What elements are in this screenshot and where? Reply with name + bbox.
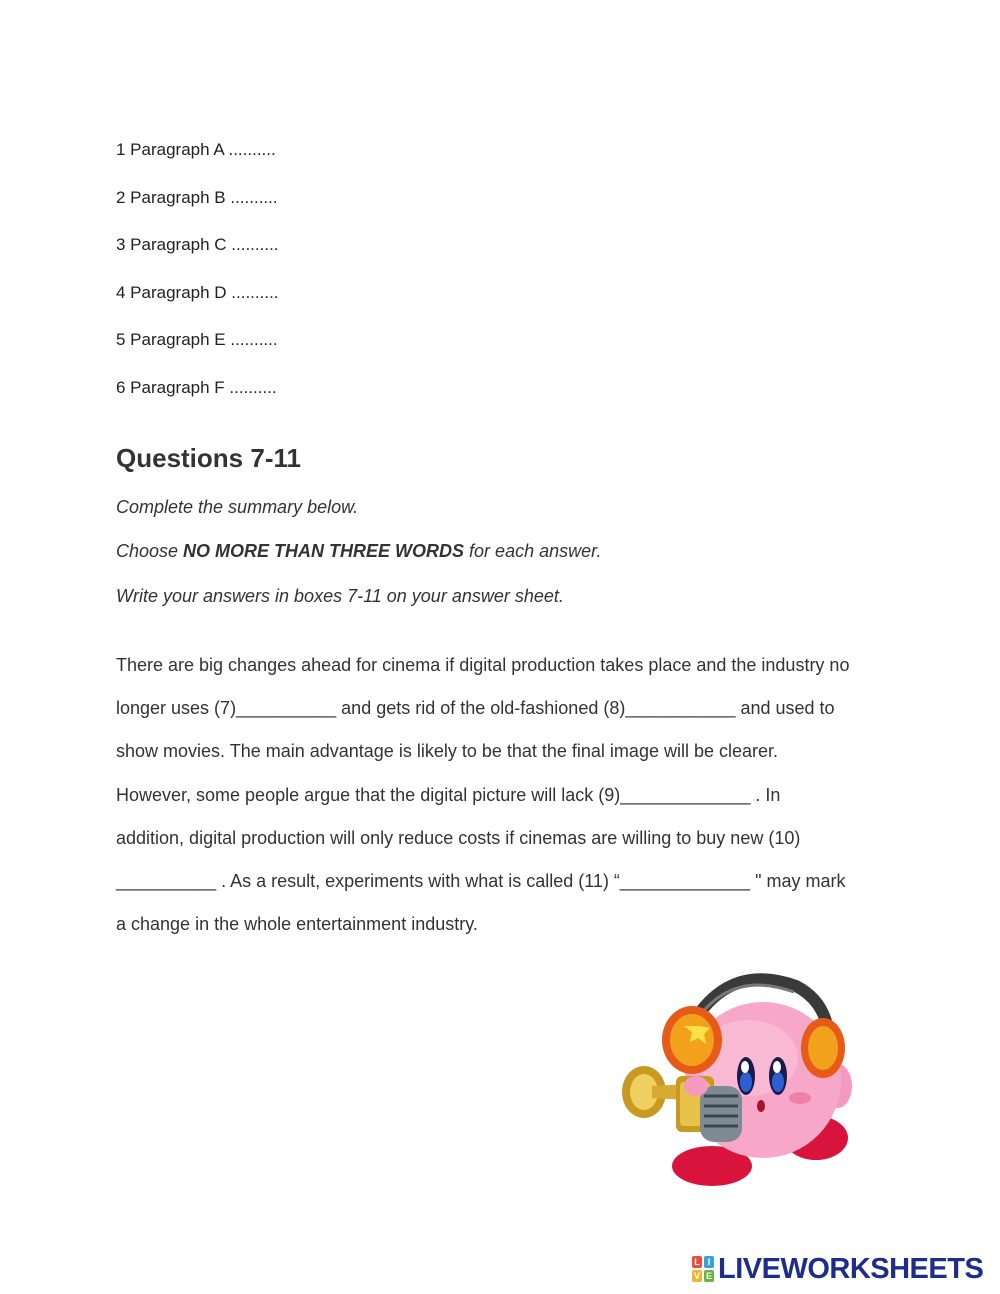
instruction-word-limit bbox=[116, 541, 601, 562]
paragraph-item: 4 Paragraph D .......... bbox=[116, 282, 279, 302]
questions-heading: Questions 7-11 bbox=[116, 443, 301, 473]
summary-line: There are big changes ahead for cinema if digital production takes place and the industry no bbox=[116, 655, 850, 675]
liveworksheets-logo-icon bbox=[692, 1256, 714, 1282]
kirby-microphone-illustration bbox=[618, 968, 858, 1190]
summary-text bbox=[116, 644, 896, 946]
paragraph-item: 6 Paragraph F .......... bbox=[116, 377, 277, 397]
liveworksheets-logo-text: LIVEWORKSHEETS bbox=[718, 1252, 984, 1285]
paragraph-item: 3 Paragraph C .......... bbox=[116, 235, 279, 254]
summary-line: __________ . As a result, experiments with what is called (11) “_____________ " may mark bbox=[116, 870, 846, 891]
instruction-word-limit-bold: NO MORE THAN THREE WORDS bbox=[183, 541, 465, 561]
instruction-answer-sheet: Write your answers in boxes 7-11 on your answer sheet. bbox=[116, 586, 564, 606]
paragraph-item: 1 Paragraph A .......... bbox=[116, 140, 276, 159]
summary-line: show movies. The main advantage is likely to be that the final image will be clearer. bbox=[116, 741, 779, 762]
paragraph-answer-list bbox=[116, 138, 279, 423]
logo-mark-letter: I bbox=[704, 1256, 714, 1268]
paragraph-item: 5 Paragraph E .......... bbox=[116, 330, 278, 349]
liveworksheets-logo bbox=[692, 1252, 983, 1286]
logo-mark-letter: E bbox=[705, 1271, 712, 1281]
summary-line: However, some people argue that the digital picture will lack (9)_____________ . In bbox=[116, 784, 781, 805]
instruction-word-limit-prefix: Choose bbox=[116, 541, 184, 561]
logo-mark-letter: L bbox=[692, 1256, 702, 1268]
summary-line: longer uses (7)__________ and gets rid of the old-fashioned (8)___________ and used to bbox=[116, 698, 835, 719]
logo-mark-letter: V bbox=[693, 1271, 700, 1281]
summary-line: addition, digital production will only reduce costs if cinemas are willing to buy new (10) bbox=[116, 827, 801, 848]
instruction-complete: Complete the summary below. bbox=[116, 497, 359, 517]
paragraph-item: 2 Paragraph B .......... bbox=[116, 187, 278, 207]
instruction-word-limit-suffix: for each answer. bbox=[464, 541, 602, 561]
summary-line: a change in the whole entertainment industry. bbox=[116, 914, 478, 935]
